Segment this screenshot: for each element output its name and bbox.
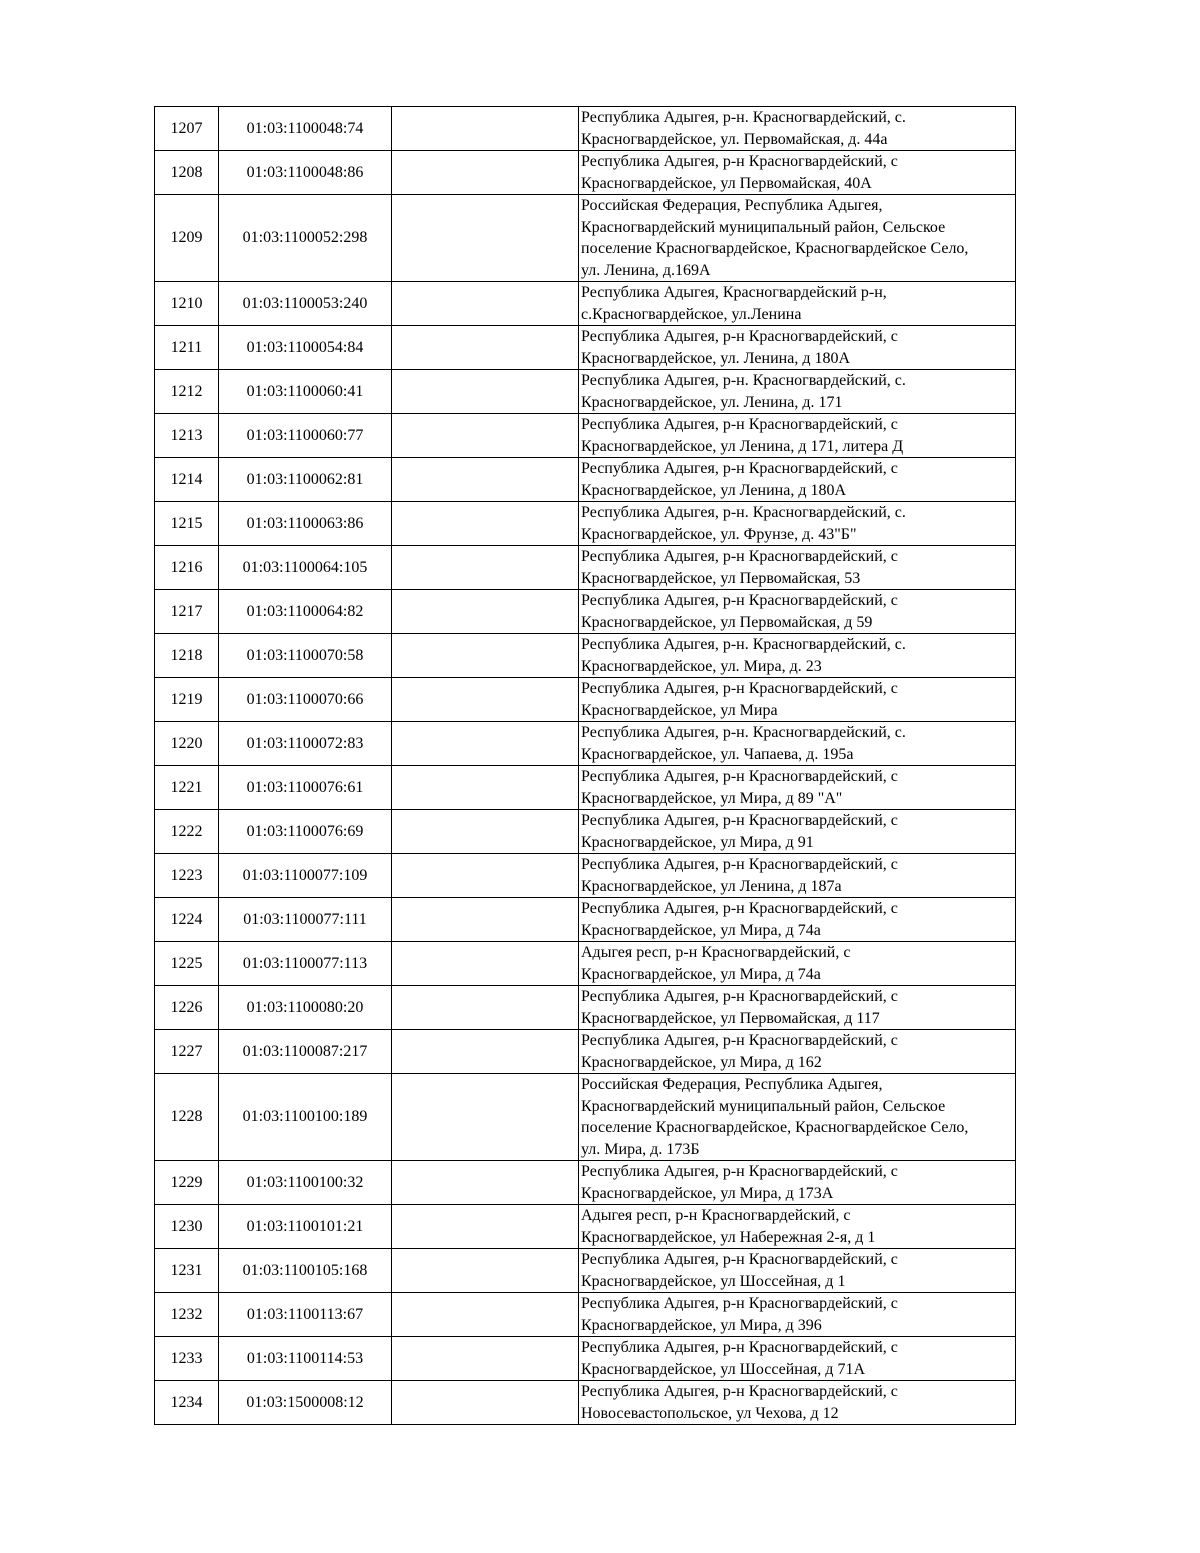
row-number: 1230 [155,1205,219,1249]
cadastral-number: 01:03:1100100:32 [219,1161,392,1205]
row-number: 1211 [155,326,219,370]
table-row [155,1293,1016,1337]
address-cell: Республика Адыгея, р-н Красногвардейский, с Красногвардейское, ул Ленина, д 180А [579,458,1016,502]
address-cell: Республика Адыгея, р-н Красногвардейский, с Новосевастопольское, ул Чехова, д 12 [579,1381,1016,1425]
empty-cell [392,1337,579,1381]
address-cell: Республика Адыгея, р-н Красногвардейский, с Красногвардейское, ул Первомайская, д 117 [579,986,1016,1030]
address-cell: Республика Адыгея, р-н Красногвардейский, с Красногвардейское, ул Ленина, д 187а [579,854,1016,898]
row-number: 1223 [155,854,219,898]
row-number: 1222 [155,810,219,854]
table-row [155,1249,1016,1293]
empty-cell [392,590,579,634]
address-cell: Республика Адыгея, р-н Красногвардейский, с Красногвардейское, ул Мира, д 396 [579,1293,1016,1337]
cadastral-number: 01:03:1100062:81 [219,458,392,502]
address-cell: Республика Адыгея, р-н Красногвардейский, с Красногвардейское, ул Мира, д 91 [579,810,1016,854]
empty-cell [392,1205,579,1249]
table-row [155,1337,1016,1381]
empty-cell [392,502,579,546]
cadastral-number: 01:03:1100072:83 [219,722,392,766]
table-row [155,986,1016,1030]
row-number: 1209 [155,195,219,282]
empty-cell [392,722,579,766]
table-row [155,810,1016,854]
table-row [155,678,1016,722]
table-row [155,107,1016,151]
address-cell: Республика Адыгея, р-н Красногвардейский, с Красногвардейское, ул Первомайская, д 59 [579,590,1016,634]
empty-cell [392,546,579,590]
cadastral-number: 01:03:1100070:58 [219,634,392,678]
empty-cell [392,282,579,326]
row-number: 1233 [155,1337,219,1381]
cadastral-number: 01:03:1100114:53 [219,1337,392,1381]
empty-cell [392,326,579,370]
empty-cell [392,986,579,1030]
empty-cell [392,810,579,854]
empty-cell [392,458,579,502]
table-row [155,151,1016,195]
address-cell: Республика Адыгея, р-н. Красногвардейский, с. Красногвардейское, ул. Фрунзе, д. 43"Б" [579,502,1016,546]
cadastral-number: 01:03:1100052:298 [219,195,392,282]
cadastral-number: 01:03:1100100:189 [219,1074,392,1161]
address-cell: Российская Федерация, Республика Адыгея, Красногвардейский муниципальный район, Сельское поселение Красногвардейское, Красногвардейское Село, ул. Ленина, д.169А [579,195,1016,282]
cadastral-number: 01:03:1100070:66 [219,678,392,722]
table-row [155,1381,1016,1425]
cadastral-number: 01:03:1100060:41 [219,370,392,414]
cadastral-number: 01:03:1100064:82 [219,590,392,634]
cadastral-table [154,106,1016,1425]
empty-cell [392,151,579,195]
address-cell: Адыгея респ, р-н Красногвардейский, с Красногвардейское, ул Мира, д 74а [579,942,1016,986]
row-number: 1216 [155,546,219,590]
table-row [155,854,1016,898]
row-number: 1221 [155,766,219,810]
address-cell: Республика Адыгея, р-н Красногвардейский, с Красногвардейское, ул Мира, д 74а [579,898,1016,942]
cadastral-number: 01:03:1100113:67 [219,1293,392,1337]
empty-cell [392,1293,579,1337]
row-number: 1224 [155,898,219,942]
row-number: 1214 [155,458,219,502]
empty-cell [392,414,579,458]
table-row [155,546,1016,590]
cadastral-number: 01:03:1100054:84 [219,326,392,370]
cadastral-number: 01:03:1100053:240 [219,282,392,326]
cadastral-number: 01:03:1500008:12 [219,1381,392,1425]
address-cell: Республика Адыгея, р-н Красногвардейский, с Красногвардейское, ул Мира, д 162 [579,1030,1016,1074]
row-number: 1208 [155,151,219,195]
table-row [155,370,1016,414]
table-row [155,326,1016,370]
table-row [155,1074,1016,1161]
empty-cell [392,942,579,986]
row-number: 1228 [155,1074,219,1161]
address-cell: Республика Адыгея, р-н Красногвардейский, с Красногвардейское, ул Мира [579,678,1016,722]
cadastral-number: 01:03:1100077:111 [219,898,392,942]
row-number: 1220 [155,722,219,766]
empty-cell [392,634,579,678]
empty-cell [392,1030,579,1074]
address-cell: Республика Адыгея, р-н Красногвардейский, с Красногвардейское, ул Первомайская, 40А [579,151,1016,195]
table-row [155,458,1016,502]
row-number: 1229 [155,1161,219,1205]
empty-cell [392,766,579,810]
empty-cell [392,678,579,722]
table-row [155,722,1016,766]
address-cell: Республика Адыгея, р-н Красногвардейский, с Красногвардейское, ул Шоссейная, д 71А [579,1337,1016,1381]
table-row [155,1205,1016,1249]
row-number: 1213 [155,414,219,458]
row-number: 1225 [155,942,219,986]
row-number: 1226 [155,986,219,1030]
address-cell: Республика Адыгея, р-н Красногвардейский, с Красногвардейское, ул. Ленина, д 180А [579,326,1016,370]
cadastral-number: 01:03:1100048:74 [219,107,392,151]
empty-cell [392,1249,579,1293]
row-number: 1232 [155,1293,219,1337]
cadastral-number: 01:03:1100060:77 [219,414,392,458]
cadastral-number: 01:03:1100076:69 [219,810,392,854]
empty-cell [392,107,579,151]
empty-cell [392,854,579,898]
address-cell: Республика Адыгея, р-н. Красногвардейский, с. Красногвардейское, ул. Чапаева, д. 195а [579,722,1016,766]
empty-cell [392,370,579,414]
address-cell: Республика Адыгея, Красногвардейский р-н, с.Красногвардейское, ул.Ленина [579,282,1016,326]
address-cell: Адыгея респ, р-н Красногвардейский, с Красногвардейское, ул Набережная 2-я, д 1 [579,1205,1016,1249]
row-number: 1219 [155,678,219,722]
row-number: 1210 [155,282,219,326]
address-cell: Республика Адыгея, р-н. Красногвардейский, с. Красногвардейское, ул. Первомайская, д. 44а [579,107,1016,151]
row-number: 1215 [155,502,219,546]
address-cell: Республика Адыгея, р-н Красногвардейский, с Красногвардейское, ул Первомайская, 53 [579,546,1016,590]
cadastral-number: 01:03:1100048:86 [219,151,392,195]
table-row [155,282,1016,326]
table-row [155,502,1016,546]
cadastral-number: 01:03:1100064:105 [219,546,392,590]
table-row [155,590,1016,634]
address-cell: Республика Адыгея, р-н. Красногвардейский, с. Красногвардейское, ул. Ленина, д. 171 [579,370,1016,414]
empty-cell [392,898,579,942]
cadastral-number: 01:03:1100076:61 [219,766,392,810]
cadastral-number: 01:03:1100101:21 [219,1205,392,1249]
table-row [155,195,1016,282]
cadastral-number: 01:03:1100087:217 [219,1030,392,1074]
table-row [155,1161,1016,1205]
cadastral-number: 01:03:1100105:168 [219,1249,392,1293]
address-cell: Республика Адыгея, р-н. Красногвардейский, с. Красногвардейское, ул. Мира, д. 23 [579,634,1016,678]
row-number: 1227 [155,1030,219,1074]
empty-cell [392,1161,579,1205]
cadastral-number: 01:03:1100080:20 [219,986,392,1030]
row-number: 1234 [155,1381,219,1425]
row-number: 1217 [155,590,219,634]
address-cell: Республика Адыгея, р-н Красногвардейский, с Красногвардейское, ул Мира, д 173А [579,1161,1016,1205]
table-row [155,1030,1016,1074]
address-cell: Республика Адыгея, р-н Красногвардейский, с Красногвардейское, ул Шоссейная, д 1 [579,1249,1016,1293]
row-number: 1207 [155,107,219,151]
empty-cell [392,1074,579,1161]
cadastral-number: 01:03:1100063:86 [219,502,392,546]
table-row [155,414,1016,458]
row-number: 1212 [155,370,219,414]
row-number: 1231 [155,1249,219,1293]
address-cell: Российская Федерация, Республика Адыгея, Красногвардейский муниципальный район, Сельское поселение Красногвардейское, Красногвардейское Село, ул. Мира, д. 173Б [579,1074,1016,1161]
cadastral-number: 01:03:1100077:109 [219,854,392,898]
table-row [155,634,1016,678]
table-row [155,766,1016,810]
row-number: 1218 [155,634,219,678]
empty-cell [392,1381,579,1425]
address-cell: Республика Адыгея, р-н Красногвардейский, с Красногвардейское, ул Мира, д 89 "А" [579,766,1016,810]
address-cell: Республика Адыгея, р-н Красногвардейский, с Красногвардейское, ул Ленина, д 171, литера Д [579,414,1016,458]
table-row [155,942,1016,986]
cadastral-number: 01:03:1100077:113 [219,942,392,986]
table-row [155,898,1016,942]
empty-cell [392,195,579,282]
